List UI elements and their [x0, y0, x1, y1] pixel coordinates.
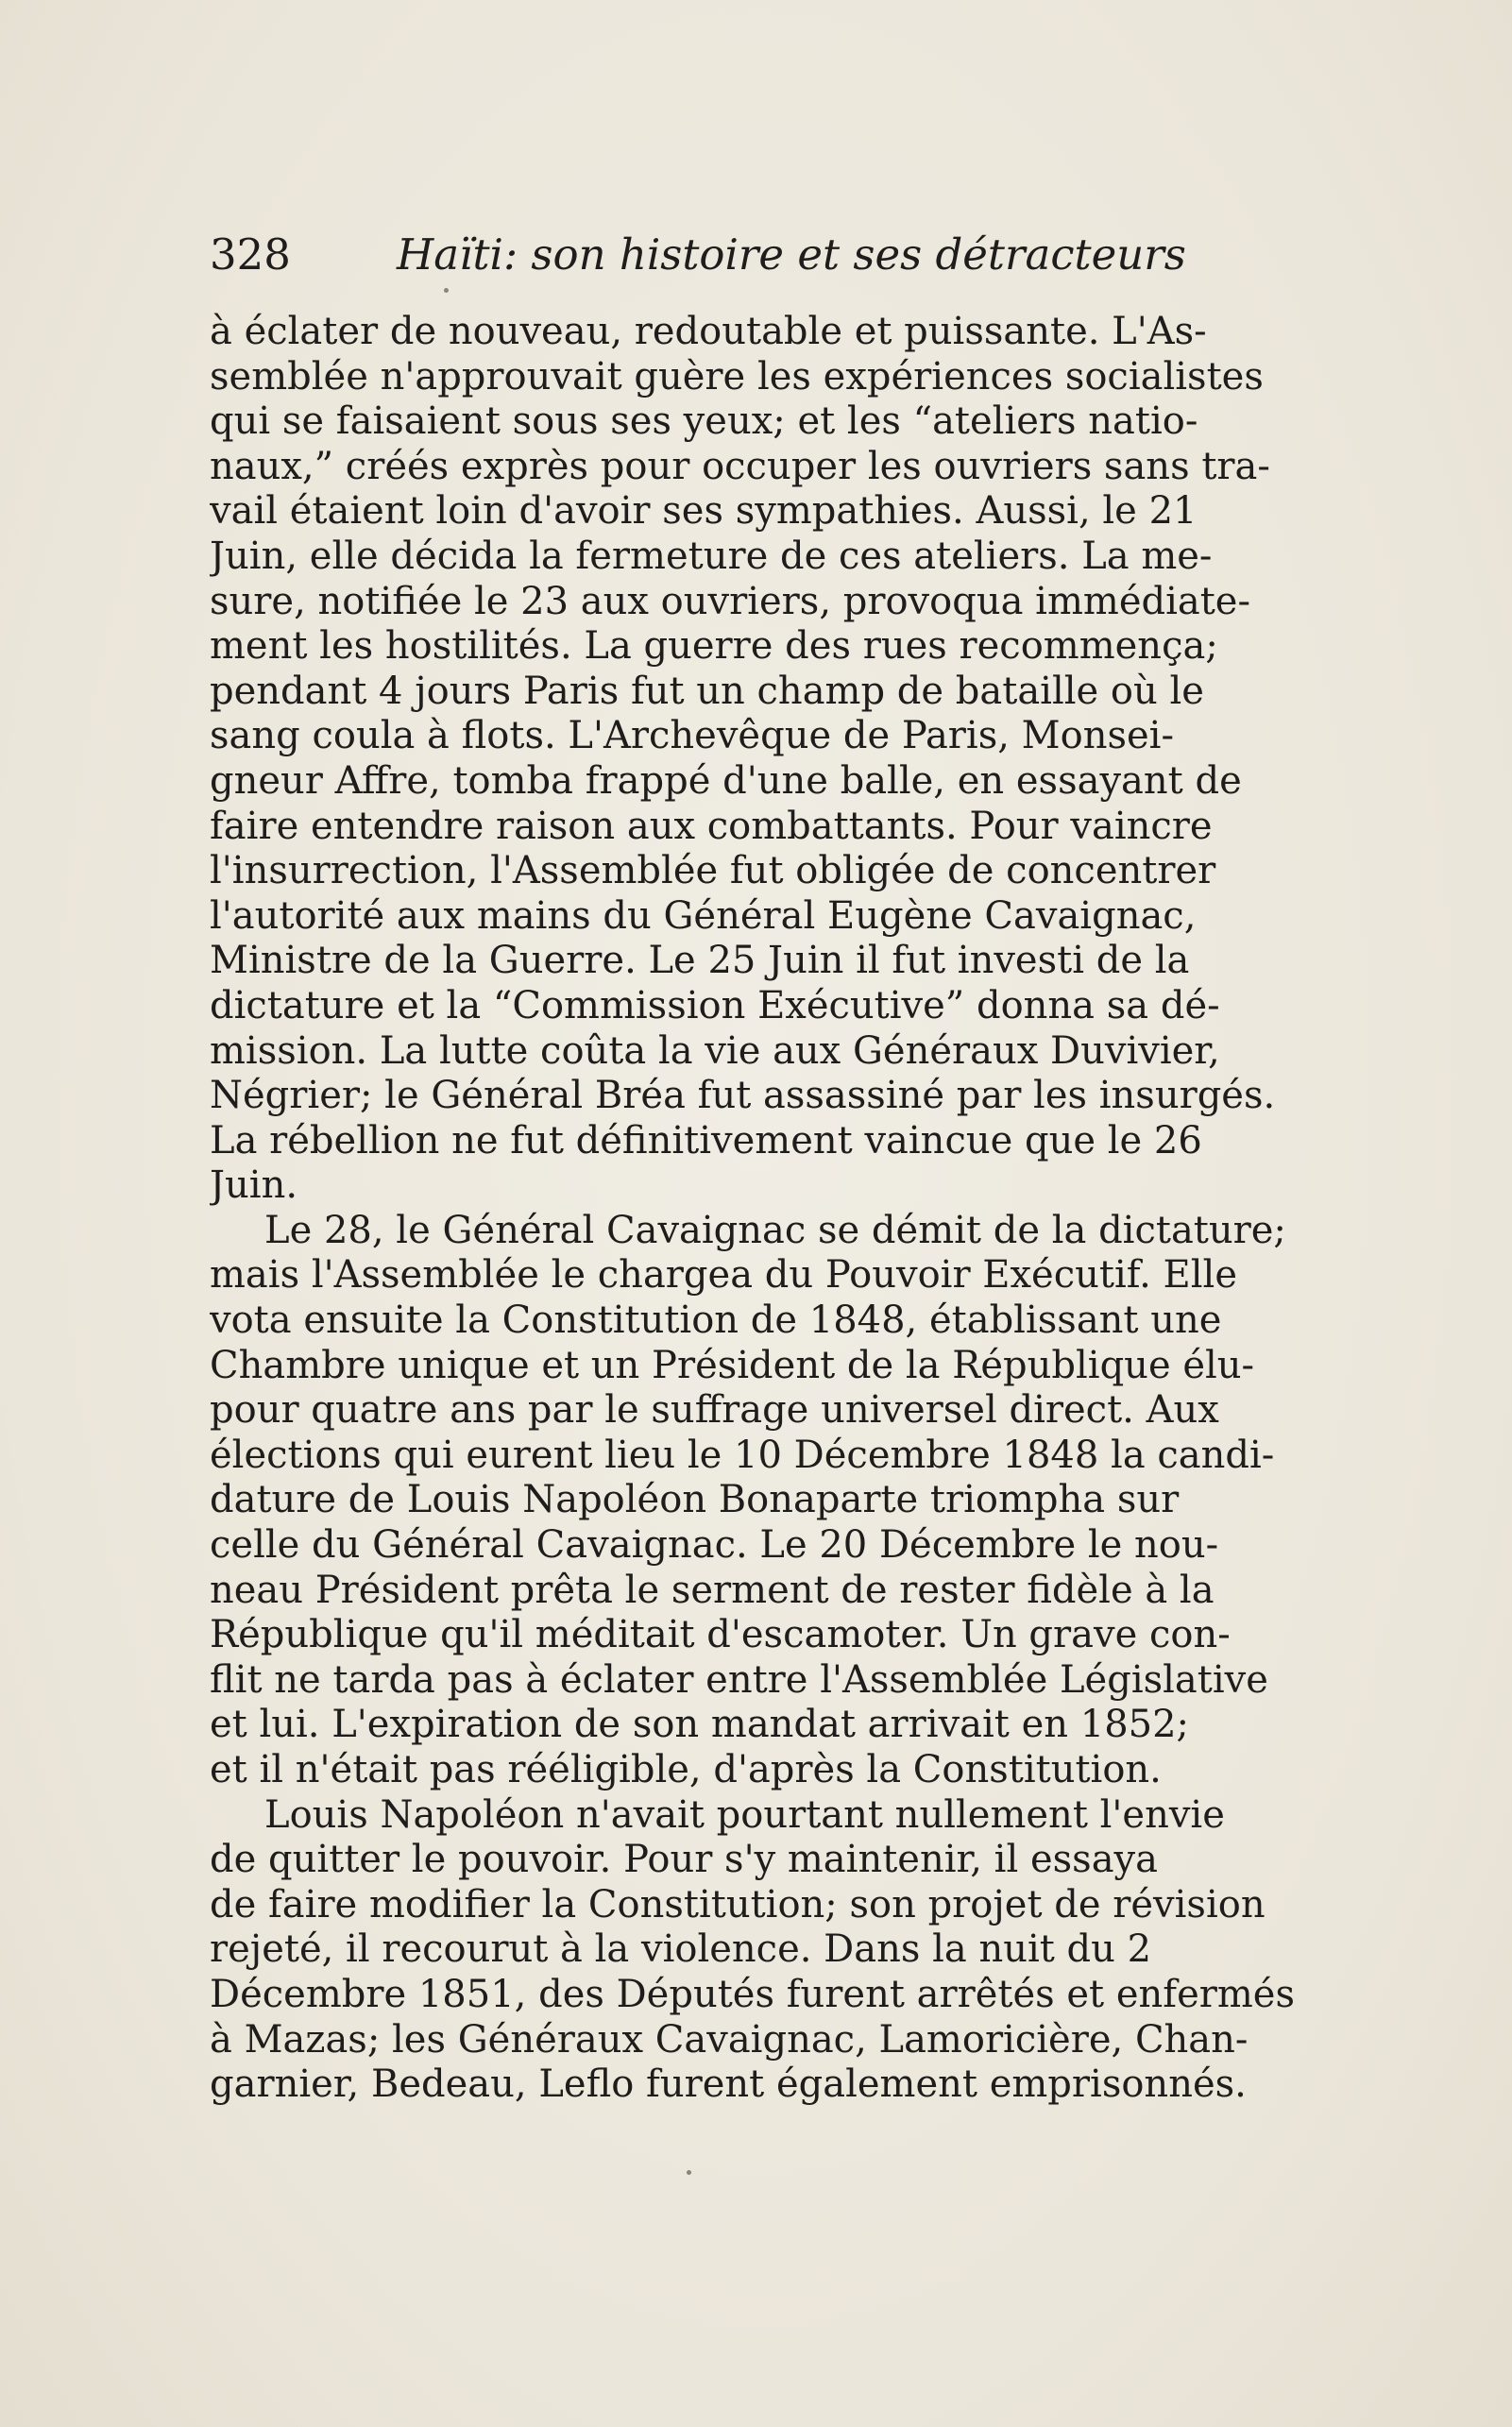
- text-line: Ministre de la Guerre. Le 25 Juin il fut investi de la: [210, 939, 1190, 983]
- text-line: dature de Louis Napoléon Bonaparte triompha sur: [210, 1478, 1180, 1522]
- text-line: vail étaient loin d'avoir ses sympathies. Aussi, le 21: [210, 489, 1198, 534]
- text-line: flit ne tarda pas à éclater entre l'Assemblée Législative: [210, 1657, 1268, 1702]
- running-head: [210, 227, 1192, 283]
- text-line: Chambre unique et un Président de la République élu-: [210, 1343, 1255, 1387]
- text-line: et lui. L'expiration de son mandat arrivait en 1852;: [210, 1703, 1190, 1747]
- text-line: sure, notifiée le 23 aux ouvriers, provoqua immédiate-: [210, 579, 1250, 623]
- text-line: élections qui eurent lieu le 10 Décembre 1848 la candi-: [210, 1433, 1275, 1477]
- text-line: l'insurrection, l'Assemblée fut obligée de concentrer: [210, 849, 1216, 893]
- text-line: garnier, Bedeau, Leflo furent également emprisonnés.: [210, 2062, 1247, 2107]
- text-line: Juin, elle décida la fermeture de ces ateliers. La me-: [210, 534, 1213, 578]
- text-line: semblée n'approuvait guère les expériences socialistes: [210, 354, 1264, 399]
- text-line: République qu'il méditait d'escamoter. Un grave con-: [210, 1613, 1231, 1657]
- text-line: l'autorité aux mains du Général Eugène Cavaignac,: [210, 893, 1197, 938]
- text-line: de faire modifier la Constitution; son projet de révision: [210, 1882, 1266, 1926]
- paragraph-first-line: Le 28, le Général Cavaignac se démit de la dictature;: [264, 1208, 1286, 1252]
- text-line: neau Président prêta le serment de rester fidèle à la: [210, 1568, 1215, 1612]
- text-line: mission. La lutte coûta la vie aux Généraux Duvivier,: [210, 1028, 1220, 1073]
- page-number: 328: [210, 229, 291, 280]
- text-line: celle du Général Cavaignac. Le 20 Décembre le nou-: [210, 1523, 1219, 1568]
- text-line: dictature et la “Commission Exécutive” donna sa dé-: [210, 983, 1220, 1027]
- paper-speck: [444, 288, 449, 293]
- text-line: qui se faisaient sous ses yeux; et les “ateliers natio-: [210, 399, 1198, 444]
- text-line: à éclater de nouveau, redoutable et puissante. L'As-: [210, 310, 1207, 353]
- text-line: sang coula à flots. L'Archevêque de Paris, Monsei-: [210, 714, 1174, 758]
- text-line: naux,” créés exprès pour occuper les ouvriers sans tra-: [210, 444, 1270, 488]
- running-title: Haïti: son histoire et ses détracteurs: [397, 229, 1186, 280]
- text-line: rejeté, il recourut à la violence. Dans la nuit du 2: [210, 1927, 1152, 1972]
- text-line: ment les hostilités. La guerre des rues recommença;: [210, 624, 1218, 669]
- text-line: mais l'Assemblée le chargea du Pouvoir Exécutif. Elle: [210, 1253, 1238, 1298]
- text-line: et il n'était pas rééligible, d'après la Constitution.: [210, 1748, 1162, 1791]
- text-line: pendant 4 jours Paris fut un champ de bataille où le: [210, 669, 1204, 713]
- text-line: Juin.: [210, 1163, 298, 1208]
- text-line: pour quatre ans par le suffrage universel direct. Aux: [210, 1388, 1219, 1433]
- body-text: [210, 310, 1378, 2108]
- text-line: Négrier; le Général Bréa fut assassiné par les insurgés.: [210, 1074, 1276, 1118]
- text-line: La rébellion ne fut définitivement vaincue que le 26: [210, 1118, 1202, 1163]
- text-line: gneur Affre, tomba frappé d'une balle, en essayant de: [210, 758, 1242, 803]
- text-line: à Mazas; les Généraux Cavaignac, Lamoricière, Chan-: [210, 2017, 1249, 2062]
- text-line: de quitter le pouvoir. Pour s'y maintenir, il essaya: [210, 1838, 1158, 1882]
- text-line: vota ensuite la Constitution de 1848, établissant une: [210, 1298, 1222, 1343]
- paragraph-first-line: Louis Napoléon n'avait pourtant nullement l'envie: [264, 1792, 1225, 1837]
- text-line: faire entendre raison aux combattants. Pour vaincre: [210, 804, 1213, 848]
- paper-speck: [687, 2170, 691, 2175]
- text-line: Décembre 1851, des Députés furent arrêtés et enfermés: [210, 1972, 1295, 2016]
